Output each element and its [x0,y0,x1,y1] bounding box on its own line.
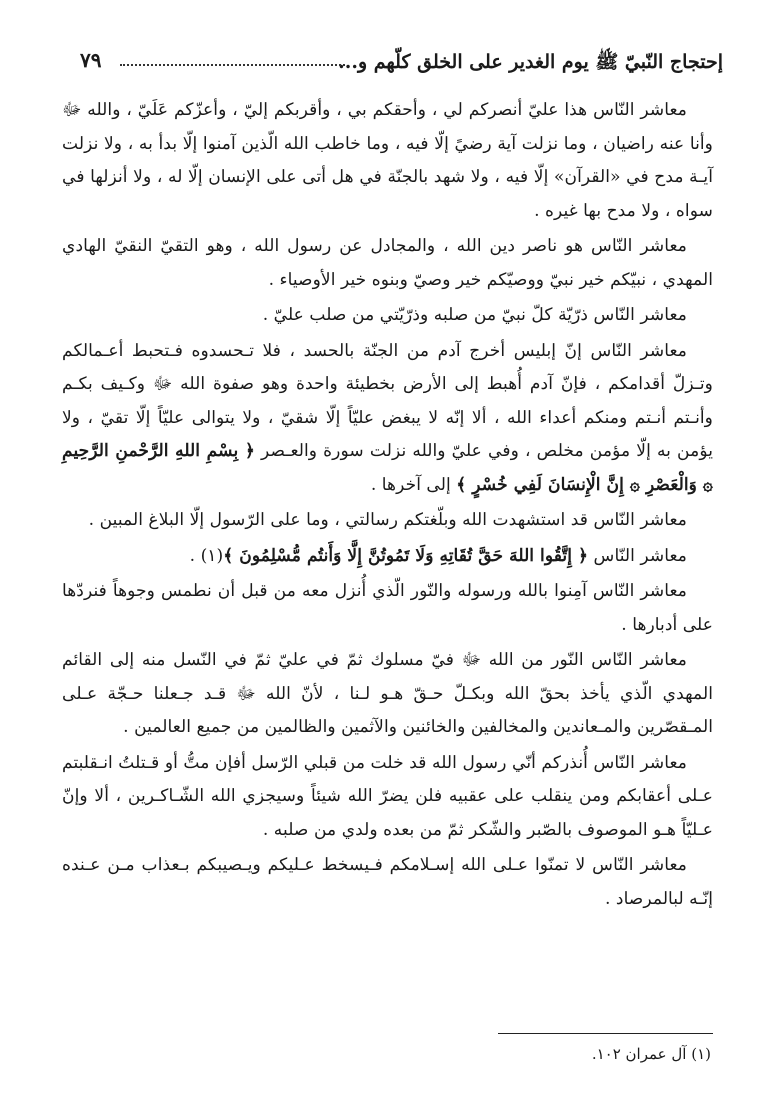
paragraph: معاشر النّاس ذرّيّة كلّ نبيّ من صلبه وذرّيّتي من صلب عليّ . [262,305,687,325]
paragraph: معاشر النّاس هو ناصر دين الله ، والمجادل عن رسول الله ، وهو التقيّ النقيّ الهادي المهدي ، نبيّكم خير نبيّ ووصيّكم خير وصيّ وبنوه خير الأوصياء . [62,236,713,290]
footnote-separator [498,1033,713,1034]
leader-dots [120,64,345,66]
paragraph: معاشر النّاس أُنذركم أنّي رسول الله قد خلت من قبلي الرّسل أفإن متُّ أو قـتلتُ انـقلبتم عـلى أعقابكم ومن ينقلب على عقبيه فلن يضرّ الله شيئاً وسيجزي الله الشّـاكـرين ، ألا وإنّ عـليّاً هـو الموصوف بالصّبر والشّكر ثمّ من بعده ولدي من صلبه . [62,752,713,840]
running-header [80,46,723,80]
paragraph: معاشر النّاس قد استشهدت الله وبلّغتكم رسالتي ، وما على الرّسول إلّا البلاغ المبين . [88,510,687,530]
paragraph: معاشر النّاس النّور من الله ﷻ فيّ مسلوك ثمّ في عليّ ثمّ في النّسل منه إلى القائم المهدي الّذي يأخذ بحقّ الله وبكـلّ حـقّ هـو لـنا ، لأنّ الله ﷻ قـد جـعلنا حـجّة عـلى المـقصّرين والمـعاندين والمخالفين والخائنين والآثمين والظالمين من جميع العالمين . [62,650,713,737]
footnote: (١) آل عمران ١٠٢. [591,1045,711,1063]
chapter-title: إحتجاج النّبيّ ﷺ يوم الغدير على الخلق كلّهم و... [338,51,723,73]
footnote-ref: (١) . [189,545,224,566]
paragraph: معاشر النّاس ﴿ إِتَّقُوا اللهَ حَقَّ تُقَاتِهِ وَلَا تَمُوتُنَّ إِلَّا وَأَنتُم مُّسْلِمُونَ ﴾(١) . [189,545,687,566]
paragraph: معاشر النّاس هذا عليّ أنصركم لي ، وأحقكم بي ، وأقربكم إليّ ، وأعزّكم عَلَيّ ، والله ﷻ وأنا عنه راضيان ، وما نزلت آية رضيً إلّا فيه ، وما خاطب الله الّذين آمنوا إلّا بدأ به ، ولا نزلت آيـة مدح في «القرآن» إلّا فيه ، ولا شهد بالجنّة في هل أتى على الإنسان إلّا له ، ولا أنزلها في سواه ، ولا مدح بها غيره . [62,100,713,221]
paragraph: معاشر النّاس إنّ إبليس أخرج آدم من الجنّة بالحسد ، فلا تـحسدوه فـتحبط أعـمالكم وتـزلّ أقدامكم ، فإنّ آدم أُهبط إلى الأرض بخطيئة واحدة وهو صفوة الله ﷻ وكـيف بكـم وأنـتم أنـتم ومنكم أعداء الله ، ألا إنّه لا يبغض عليّاً إلّا شقيّ ، ولا يتوالى عليّاً إلّا تقيّ ، ولا يؤمن به إلّا مؤمن مخلص ، وفي عليّ والله نزلت سورة والعـصر ﴿ بِسْمِ اللهِ الرَّحْمنِ الرَّحِيمِ ۞ وَالْعَصْرِ ۞ إِنَّ الْإِنسَانَ لَفِي خُسْرٍ ﴾ إلى آخرها . [62,340,714,495]
page-number: ٧٩ [80,48,102,72]
paragraph: معاشر النّاس لا تمنّوا عـلى الله إسـلامكم فـيسخط عـليكم ويـصيبكم بـعذاب مـن عـنده إنّـه لبالمرصاد . [62,855,713,909]
quran-verse: ﴿ إِتَّقُوا اللهَ حَقَّ تُقَاتِهِ وَلَا تَمُوتُنَّ إِلَّا وَأَنتُم مُّسْلِمُونَ ﴾ [223,545,589,566]
paragraph: معاشر النّاس آمِنوا بالله ورسوله والنّور الّذي أُنزل معه من قبل أن نطمس وجوهاً فنردّها على أدبارها . [62,581,713,635]
quran-verse: ﴿ بِسْمِ اللهِ الرَّحْمنِ الرَّحِيمِ ۞ وَالْعَصْرِ ۞ إِنَّ الْإِنسَانَ لَفِي خُسْرٍ ﴾ [62,441,713,495]
main-text [62,94,713,918]
